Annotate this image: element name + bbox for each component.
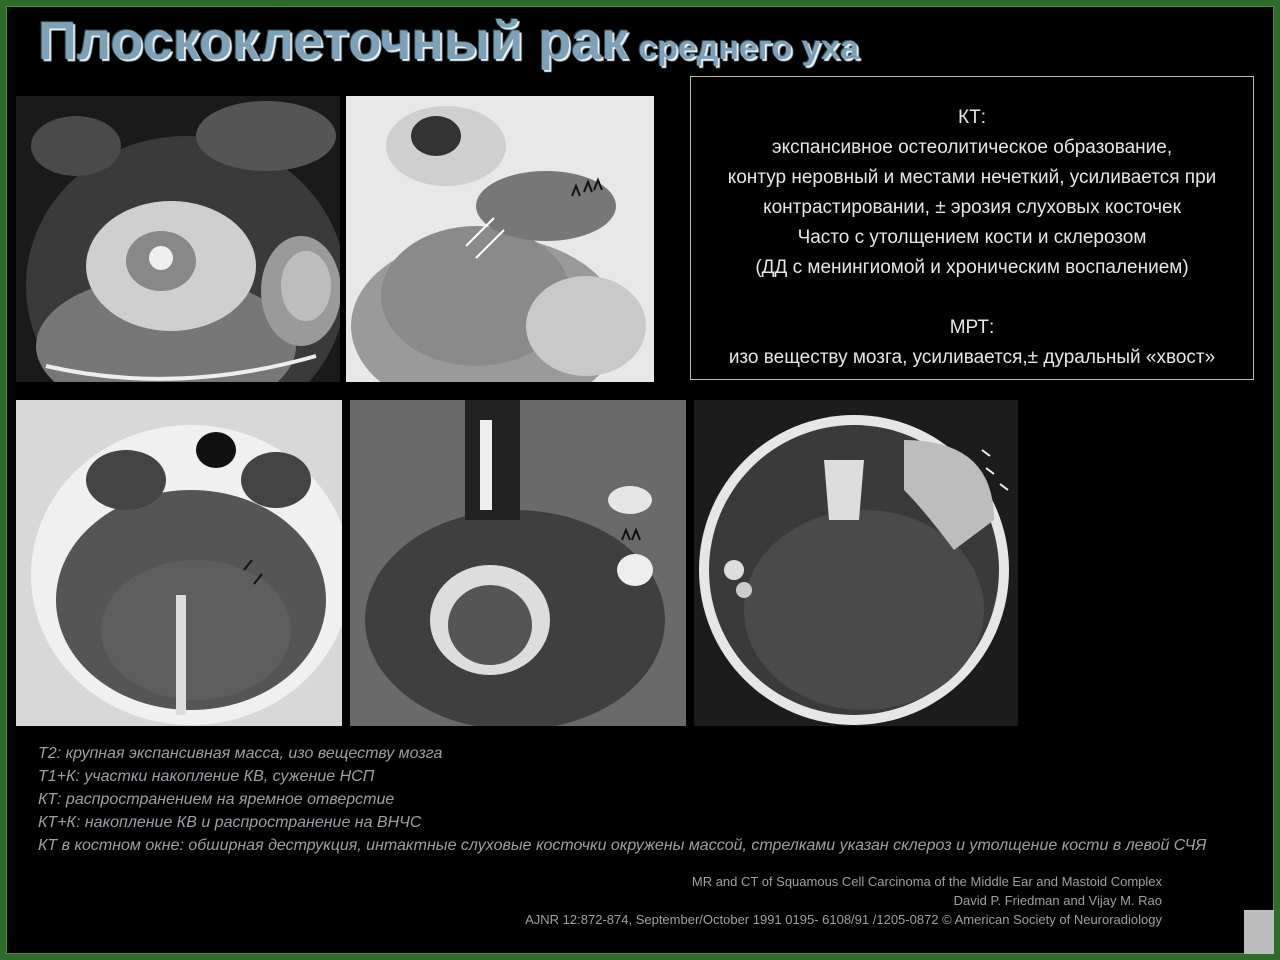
credit-line: MR and CT of Squamous Cell Carcinoma of the Middle Ear and Mastoid Complex bbox=[691, 874, 1162, 889]
mri-line: изо веществу мозга, усиливается,± дуральный «хвост» bbox=[728, 347, 1216, 368]
credit-line: David P. Friedman and Vijay M. Rao bbox=[953, 893, 1162, 908]
corner-logo-image bbox=[1244, 910, 1274, 954]
title-sub: среднего уха bbox=[638, 29, 859, 67]
ct-image bbox=[16, 400, 342, 726]
note-line: Т2: крупная экспансивная масса, изо веществу мозга bbox=[38, 745, 443, 762]
ct-line: Часто с утолщением кости и склерозом bbox=[797, 227, 1147, 248]
mri-t2-image bbox=[16, 96, 340, 382]
ct-findings-box bbox=[690, 76, 1254, 380]
ct-line: контур неровный и местами нечеткий, усиливается при bbox=[727, 167, 1217, 188]
note-line: КТ в костном окне: обширная деструкция, интактные слуховые косточки окружены массой, стрелками указан склероз и утолщение кости в левой СЧЯ bbox=[38, 837, 1207, 854]
image-notes bbox=[38, 742, 1238, 857]
ct-line: экспансивное остеолитическое образование, bbox=[771, 137, 1173, 158]
ct-bone-window-image bbox=[694, 400, 1018, 726]
ct-line: контрастировании, ± эрозия слуховых косточек bbox=[763, 197, 1181, 218]
note-line: КТ+К: накопление КВ и распространение на ВНЧС bbox=[38, 814, 422, 831]
credit-line: AJNR 12:872-874, September/October 1991 0195- 6108/91 /1205-0872 © American Society of Neuroradiology bbox=[525, 912, 1162, 927]
ct-line: (ДД с менингиомой и хроническим воспалением) bbox=[755, 257, 1189, 278]
ct-contrast-image bbox=[350, 400, 686, 726]
ct-heading: КТ: bbox=[958, 107, 986, 128]
mri-heading: МРТ: bbox=[949, 317, 995, 338]
note-line: Т1+К: участки накопление КВ, сужение НСП bbox=[38, 768, 375, 785]
slide-title bbox=[38, 10, 859, 72]
note-line: КТ: распространением на яремное отверстие bbox=[38, 791, 395, 808]
title-main: Плоскоклеточный рак bbox=[38, 11, 629, 71]
source-credits bbox=[525, 872, 1162, 929]
mri-t1-contrast-image bbox=[346, 96, 654, 382]
